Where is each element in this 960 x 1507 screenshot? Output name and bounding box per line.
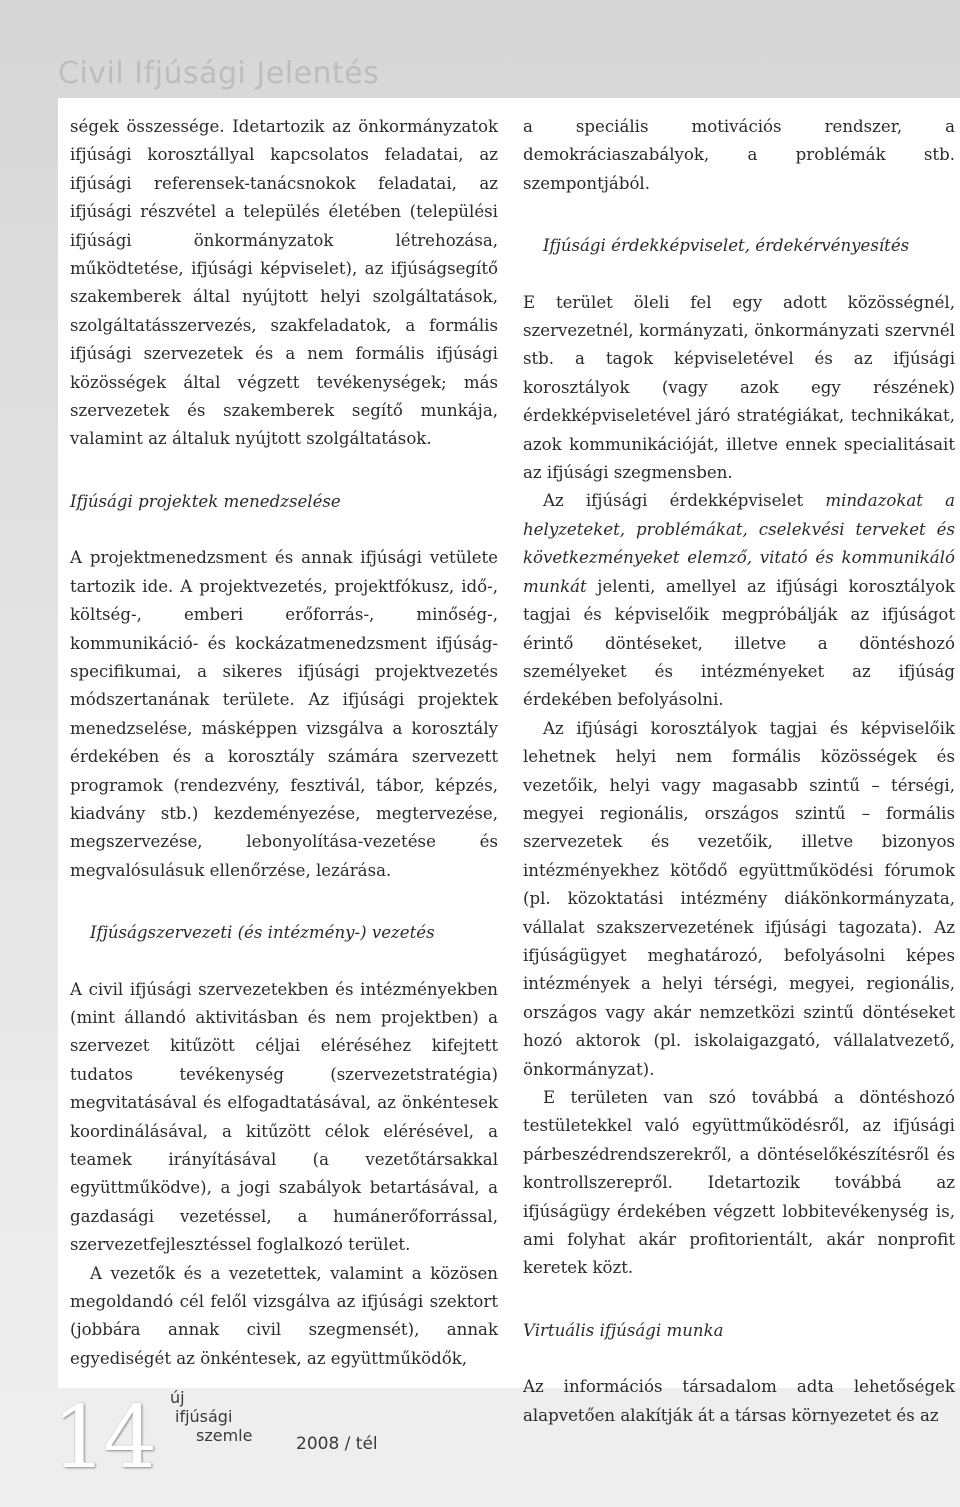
logo-line: ifjúsági [175,1407,233,1426]
section-heading-projects: Ifjúsági projektek menedzselése [70,491,341,511]
paragraph: E területen van szó továbbá a döntéshozó testületekkel való együttműködésről, az ifjúsági párbeszédrendszerekről, a döntéselőkészítésről és kontrollszerepről. Idetartozik továbbá az ifjúságügy érdekében végzett lobbitevékenység is, ami folyhat akár profitorientált, akár nonprofit keretek közt. [523,1088,955,1278]
paragraph-text: Az ifjúsági érdekképviselet [543,491,826,511]
logo-line: új [170,1388,185,1407]
paragraph [523,487,955,714]
journal-logo [170,1388,252,1445]
paragraph: ségek összessége. Idetartozik az önkormányzatok ifjúsági korosztállyal kapcsolatos feladatai, az ifjúsági referensek-tanácsnokok feladatai, az ifjúsági részvétel a település életében (települési ifjúsági önkormányzatok létrehozása, működtetése, ifjúsági képviselet), az ifjúságsegítő szakemberek által nyújtott helyi szolgáltatások, szolgáltatásszervezés, szakfeladatok, a formális ifjúsági szervezetek és a nem formális ifjúsági közösségek által végzett tevékenységek; más szervezetek és szakemberek segítő munkája, valamint az általuk nyújtott szolgáltatások. [70,117,498,449]
page-number: 14 [52,1388,154,1488]
section-heading-advocacy: Ifjúsági érdekképviselet, érdekérvényesítés [543,236,910,256]
left-column [70,113,498,1373]
paragraph-text: jelenti, amellyel az ifjúsági korosztályok tagjai és képviselőik megpróbálják az ifjúságot érintő döntéseket, illetve a döntéshozó személyeket és intézményeket az ifjúság érdekében befolyásolni. [523,576,955,710]
paragraph: Az információs társadalom adta lehetőségek alapvetően alakítják át a társas környezetet és az [523,1377,955,1425]
logo-line: szemle [196,1426,253,1445]
issue-label: 2008 / tél [296,1434,378,1454]
section-heading-org-management: Ifjúságszervezeti (és intézmény-) vezetés [90,923,435,943]
paragraph: A vezetők és a vezetettek, valamint a közösen megoldandó cél felől vizsgálva az ifjúsági szektort (jobbára annak civil szegmensét), annak egyediségét az önkéntesek, az együttműködők, [70,1263,498,1368]
paragraph: E terület öleli fel egy adott közösségnél, szervezetnél, kormányzati, önkormányzati szervnél stb. a tagok képviseletével és az ifjúsági korosztályok (vagy azok egy részének) érdekképviseletével járó stratégiákat, technikákat, azok kommunikációját, illetve ennek specialitásait az ifjúsági szegmensben. [523,292,955,483]
section-heading-virtual: Virtuális ifjúsági munka [523,1320,724,1340]
running-header: Civil Ifjúsági Jelentés [58,56,380,91]
paragraph: A projektmenedzsment és annak ifjúsági vetülete tartozik ide. A projektvezetés, projektfókusz, idő-, költség-, emberi erőforrás-, minőség-, kommunikáció- és kockázatmenedzsment ifjúság-specifikumai, a sikeres ifjúsági projektvezetés módszertanának területe. Az ifjúsági projektek menedzselése, másképpen vizsgálva a korosztály érdekében és a korosztály számára szervezett programok (rendezvény, fesztivál, tábor, képzés, kiadvány stb.) kezdeményezése, megtervezése, megszervezése, lebonyolítása-vezetése és megvalósulásuk ellenőrzése, lezárása. [70,548,498,880]
right-column [523,113,955,1430]
paragraph: A civil ifjúsági szervezetekben és intézményekben (mint állandó aktivitásban és nem projektben) a szervezet kitűzött céljai eléréséhez kifejtett tudatos tevékenység (szervezetstratégia) megvitatásával és elfogadtatásával, az önkéntesek koordinálásával, a kitűzött célok elérésével, a teamek irányításával (a vezetőtársakkal együttműködve), a jogi szabályok betartásával, a gazdasági vezetéssel, a humánerőforrással, szervezetfejlesztéssel foglalkozó terület. [70,979,498,1255]
paragraph: a speciális motivációs rendszer, a demokráciaszabályok, a problémák stb. szempontjából. [523,117,955,193]
paragraph: Az ifjúsági korosztályok tagjai és képviselőik lehetnek helyi nem formális közösségek és vezetőik, helyi vagy magasabb szintű – térségi, megyei regionális, országos szintű – formális szervezetek és vezetőik, illetve bizonyos intézményekhez kötődő együttműködési fórumok (pl. közoktatási intézmény diákönkormányzata, vállalat szakszervezetének ifjúsági tagozata). Az ifjúságügyet meghatározó, befolyásolni képes intézmények a helyi térségi, megyei, regionális, országos vagy akár nemzetközi szintű döntéseket hozó aktorok (pl. iskolaigazgató, vállalatvezető, önkormányzat). [523,718,955,1079]
emphasized-text: mindazokat a helyzeteket, problémákat, cselekvési terveket és következményeket elemző, vitató és kommunikáló munkát [523,491,955,596]
